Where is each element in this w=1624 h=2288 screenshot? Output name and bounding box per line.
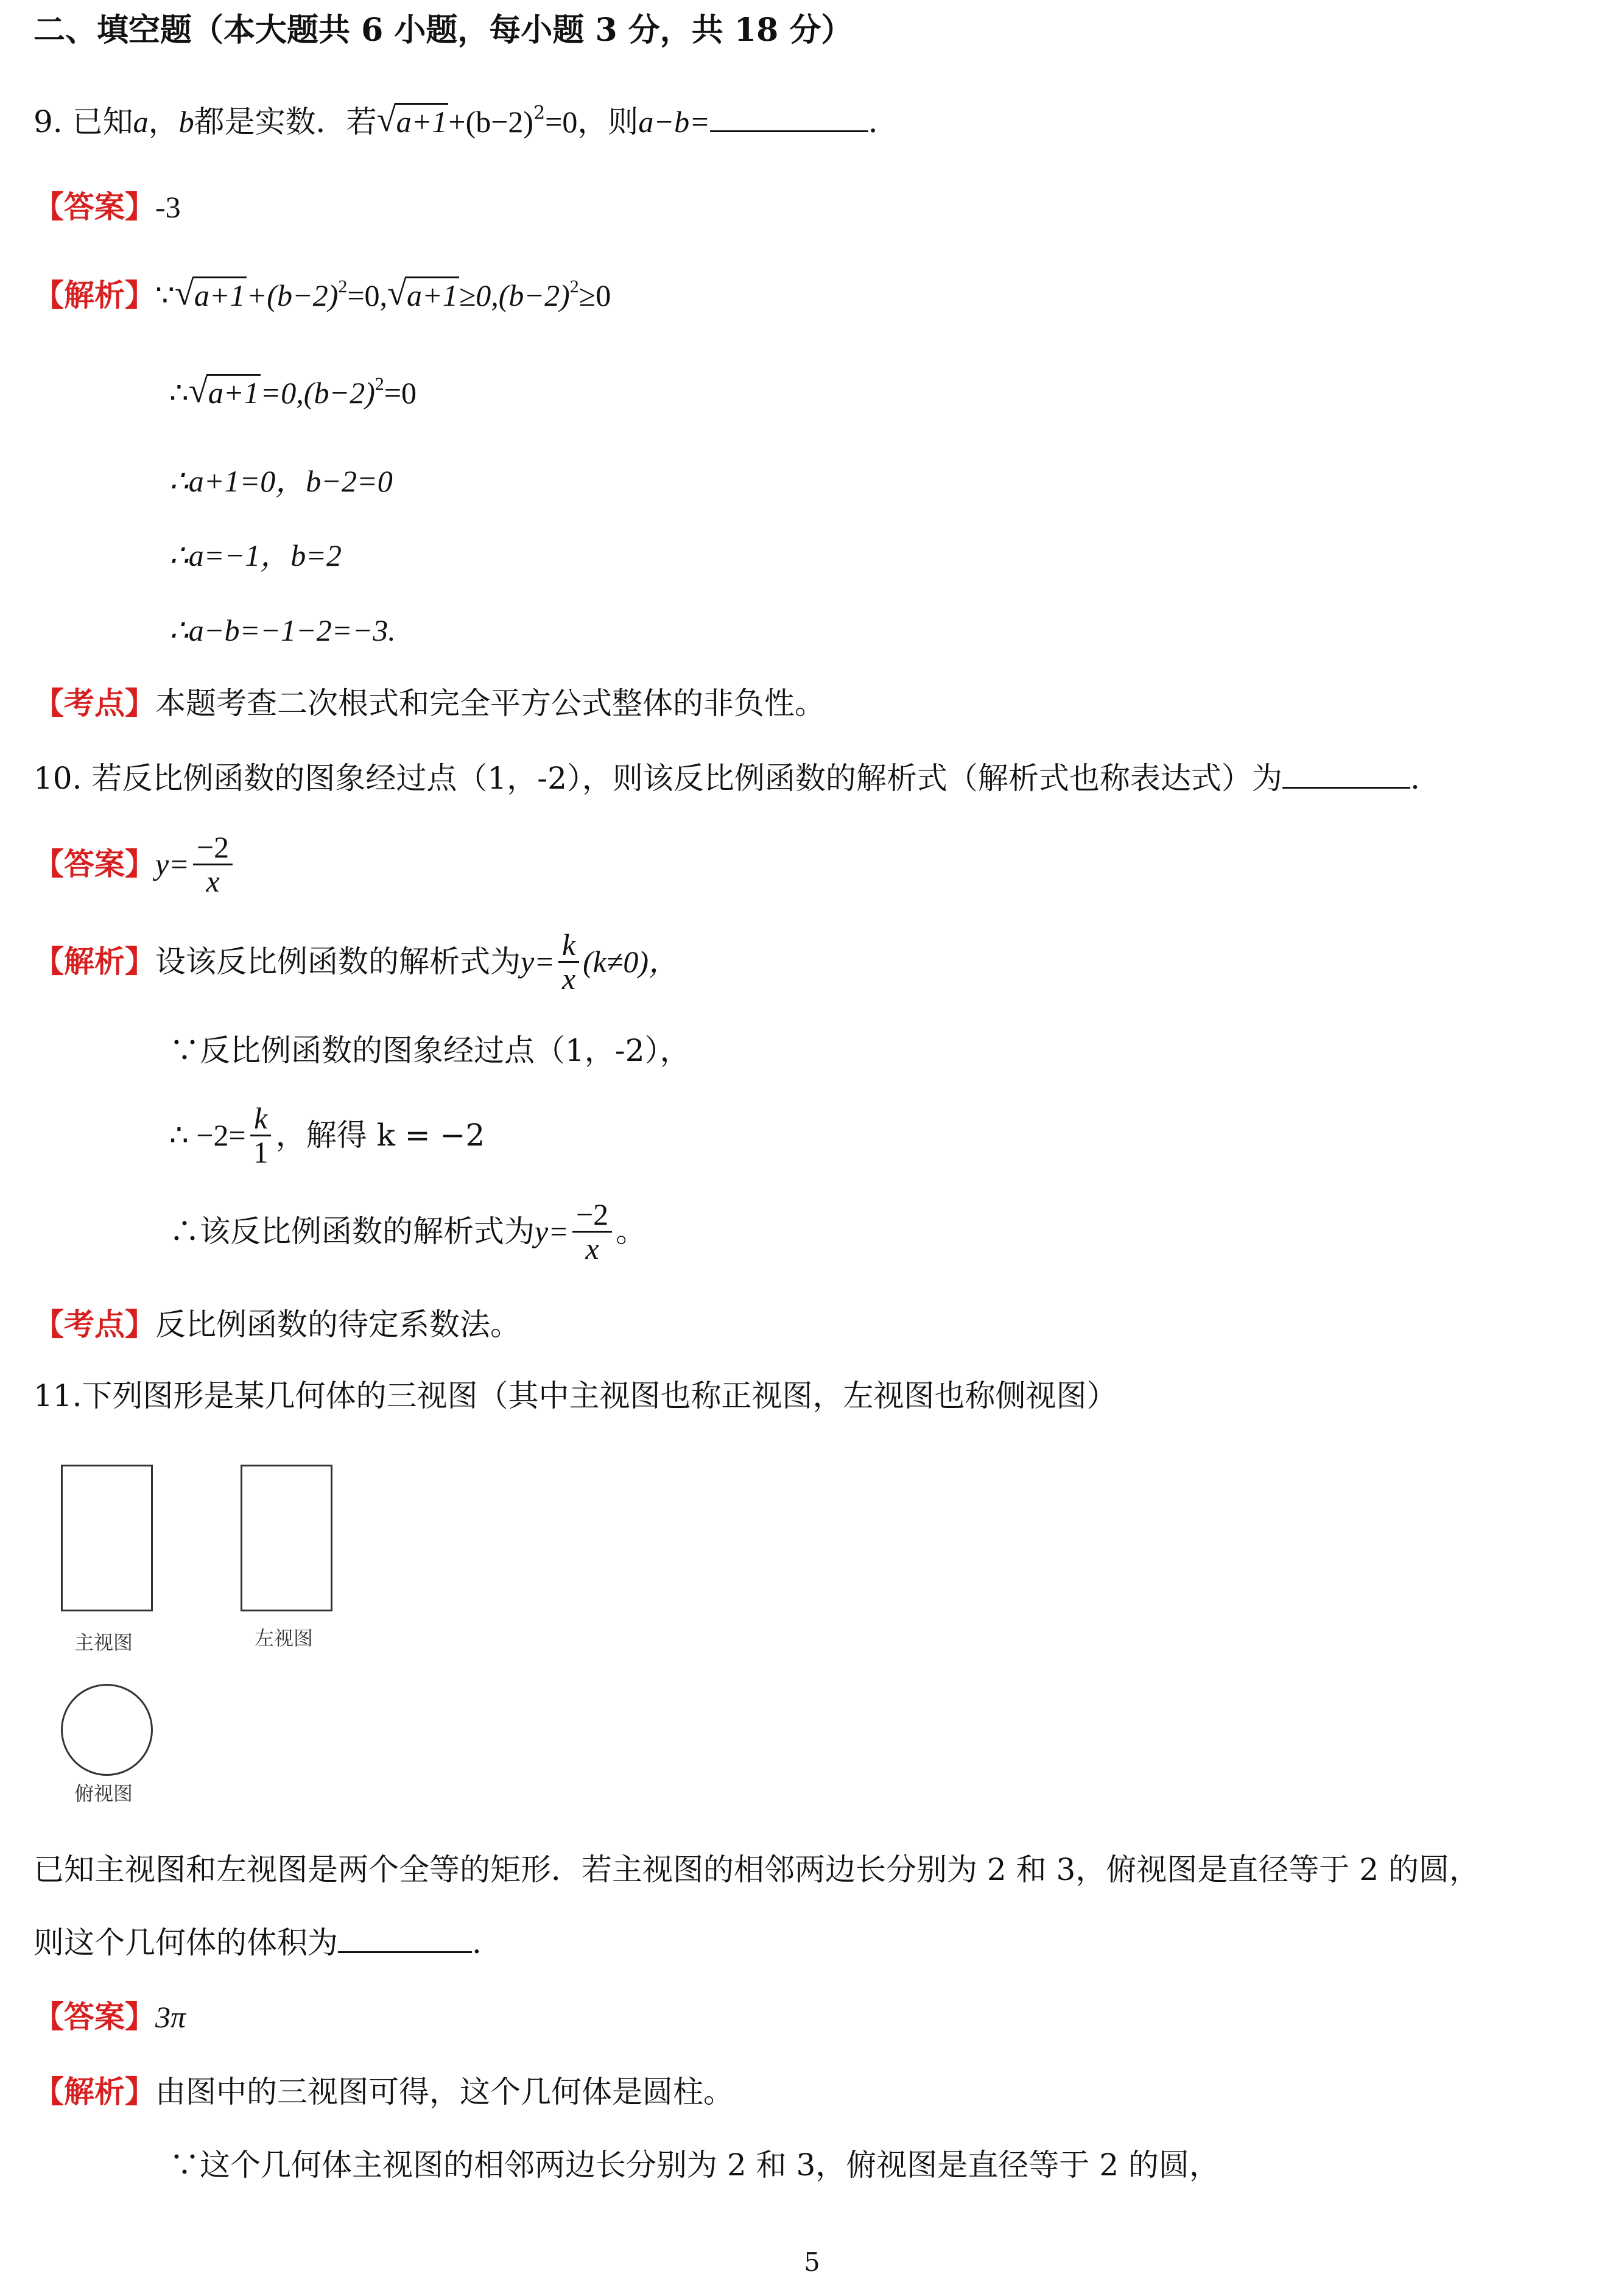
math-expr: ∴ −2=	[169, 1118, 246, 1152]
top-view-label: 俯视图	[74, 1782, 133, 1805]
exponent: 2	[533, 102, 546, 124]
left-view-rectangle	[241, 1465, 332, 1611]
fraction	[193, 831, 233, 897]
fraction	[572, 1199, 612, 1264]
analysis-row	[33, 2074, 734, 2110]
question-text: 都是实数．若	[194, 104, 377, 139]
math-expr: =0,	[347, 278, 388, 312]
analysis-text: 由图中的三视图可得，这个几何体是圆柱。	[155, 2074, 734, 2110]
analysis-step	[169, 1102, 485, 1168]
answer-label: 【答案】	[33, 189, 155, 225]
point-label: 【考点】	[33, 685, 155, 721]
math-var: b	[178, 105, 194, 139]
left-view-label: 左视图	[255, 1627, 314, 1650]
question-11-text: 已知主视图和左视图是两个全等的矩形．若主视图的相邻两边长分别为 2 和 3，俯视图是直径等于 2 的圆，	[33, 1852, 1480, 1887]
sqrt-expression	[189, 375, 261, 411]
point-row	[33, 685, 825, 722]
answer-label: 【答案】	[33, 1999, 155, 2035]
denominator: x	[206, 864, 220, 898]
question-text: 10. 若反比例函数的图象经过点（1，-2），则该反比例函数的解析式（解析式也称表达式）为	[33, 761, 1282, 796]
therefore-symbol: ∴	[169, 376, 189, 410]
exponent: 2	[569, 276, 579, 297]
math-expr: y=	[155, 847, 189, 881]
punct: .	[472, 1925, 482, 1960]
answer-blank	[1282, 760, 1410, 789]
denominator: 1	[253, 1135, 269, 1169]
punct: ，	[148, 104, 179, 139]
answer-row	[33, 831, 236, 897]
point-text: 反比例函数的待定系数法。	[155, 1307, 521, 1342]
analysis-label: 【解析】	[33, 943, 155, 979]
question-11: 11.下列图形是某几何体的三视图（其中主视图也称正视图，左视图也称侧视图）	[33, 1378, 1117, 1413]
fraction	[250, 1102, 272, 1168]
sqrt-expression	[387, 277, 459, 314]
analysis-text: 设该反比例函数的解析式为	[155, 944, 521, 979]
math-expr: ≥0,(b−2)	[459, 278, 570, 312]
math-expr: =0	[545, 105, 578, 139]
analysis-text: ∴该反比例函数的解析式为	[169, 1214, 535, 1249]
question-number: 9.	[33, 104, 63, 139]
question-text: 则这个几何体的体积为	[33, 1925, 338, 1960]
math-var: a	[133, 105, 149, 139]
answer-label: 【答案】	[33, 846, 155, 882]
point-row	[33, 1306, 521, 1343]
sqrt-radicand: a+1	[193, 276, 247, 312]
punct: ．	[868, 104, 899, 139]
math-expr: (k≠0)，	[583, 945, 680, 979]
analysis-step: ∴a+1=0，b−2=0	[169, 464, 393, 498]
math-expr: +(b−2)	[246, 278, 339, 312]
math-expr: a−b=	[638, 105, 710, 139]
sqrt-radicand: a+1	[395, 103, 449, 139]
punct: 。	[616, 1214, 647, 1249]
sqrt-expression	[175, 277, 247, 314]
page-number: 5	[804, 2247, 820, 2277]
point-label: 【考点】	[33, 1306, 155, 1342]
fraction	[558, 929, 579, 994]
front-view-label: 主视图	[74, 1631, 133, 1654]
exponent: 2	[374, 374, 384, 394]
punct: .	[1410, 761, 1420, 796]
answer-row	[33, 189, 181, 225]
numerator: −2	[572, 1199, 612, 1233]
math-expr: y=	[521, 945, 555, 979]
analysis-step: ∴a=−1，b=2	[169, 538, 342, 572]
analysis-text: ，解得 k = −2	[275, 1118, 485, 1153]
analysis-step: ∴a−b=−1−2=−3.	[169, 613, 396, 647]
analysis-step: ∵这个几何体主视图的相邻两边长分别为 2 和 3，俯视图是直径等于 2 的圆，	[169, 2147, 1220, 2183]
numerator: k	[558, 929, 579, 963]
answer-blank	[338, 1924, 472, 1953]
math-expr: ≥0	[578, 278, 611, 312]
sqrt-expression	[377, 104, 449, 140]
analysis-step	[169, 375, 417, 411]
numerator: k	[250, 1102, 271, 1136]
analysis-label: 【解析】	[33, 2074, 155, 2110]
answer-row	[33, 1999, 186, 2035]
answer-value: -3	[155, 190, 181, 224]
analysis-label: 【解析】	[33, 277, 155, 313]
answer-blank	[710, 104, 868, 132]
math-expr: +(b−2)	[448, 105, 534, 139]
analysis-step: ∵反比例函数的图象经过点（1，-2），	[169, 1033, 691, 1068]
numerator: −2	[193, 831, 233, 865]
point-text: 本题考查二次根式和完全平方公式整体的非负性。	[155, 686, 825, 721]
math-expr: y=	[535, 1214, 569, 1248]
answer-value: 3π	[155, 2000, 186, 2034]
analysis-step	[169, 1199, 646, 1264]
exponent: 2	[338, 276, 348, 297]
question-text: 已知	[72, 104, 133, 139]
front-view-rectangle	[61, 1465, 153, 1611]
denominator: x	[561, 961, 576, 996]
section-heading: 二、填空题（本大题共 6 小题，每小题 3 分，共 18 分）	[33, 12, 853, 49]
because-symbol: ∵	[155, 278, 175, 312]
top-view-circle	[61, 1684, 153, 1776]
question-text: ，则	[577, 104, 639, 139]
math-expr: =0,(b−2)	[260, 376, 375, 410]
analysis-row	[33, 277, 611, 314]
question-9	[33, 104, 899, 140]
question-11-text	[33, 1924, 482, 1961]
analysis-row	[33, 929, 679, 994]
sqrt-radicand: a+1	[207, 374, 261, 410]
math-expr: =0	[384, 376, 417, 410]
sqrt-radicand: a+1	[406, 276, 459, 312]
question-10	[33, 760, 1420, 797]
denominator: x	[585, 1231, 599, 1265]
